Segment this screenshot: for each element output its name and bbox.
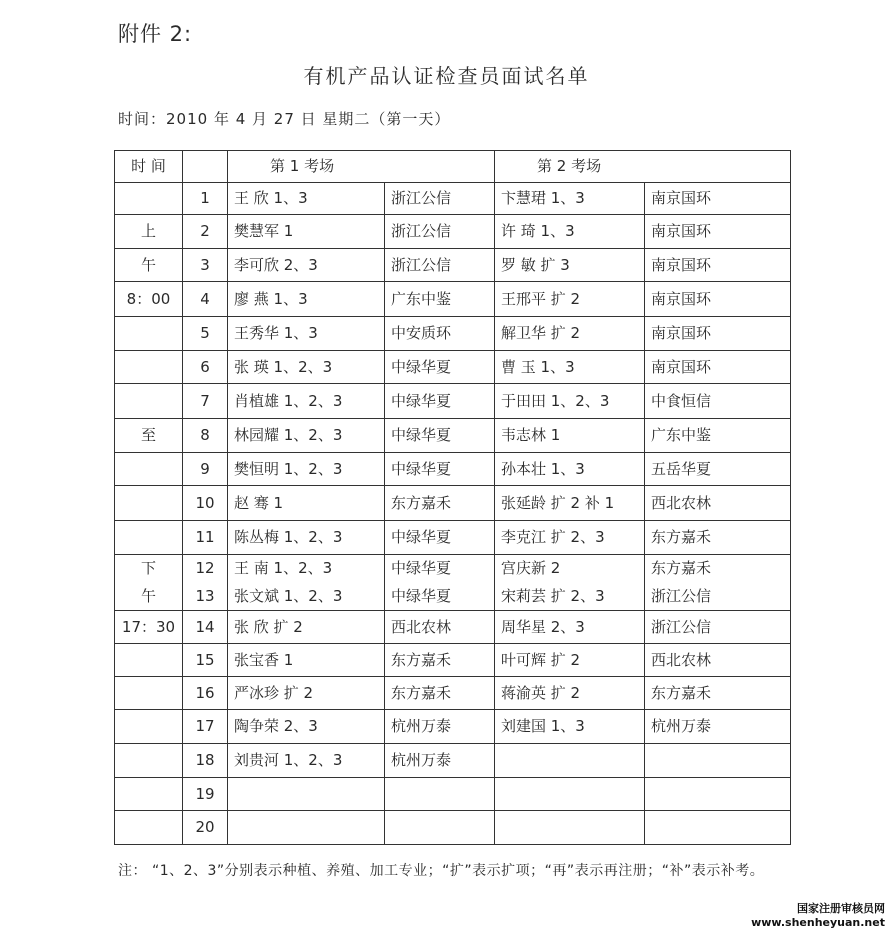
room1-candidate: 陶争荣 2、3: [228, 710, 385, 744]
table-row: [115, 611, 791, 644]
schedule-time-line: 时间：2010 年 4 月 27 日 星期二（第一天）: [118, 110, 451, 128]
room1-org: 浙江公信: [385, 183, 495, 215]
room1-org: 中绿华夏: [385, 453, 495, 486]
time-cell: [115, 521, 183, 555]
room2-candidate: 张延龄 扩 2 补 1: [495, 486, 645, 521]
time-cell: 8：00: [115, 282, 183, 317]
time-cell: 17：30: [115, 611, 183, 644]
room1-candidate: 肖植雄 1、2、3: [228, 384, 385, 419]
site-watermark: [751, 902, 885, 930]
watermark-url: www.shenheyuan.net: [751, 916, 885, 929]
row-number: 3: [183, 249, 228, 282]
time-cell: [115, 384, 183, 419]
table-row: [115, 317, 791, 351]
room2-candidate: 卞慧珺 1、3: [495, 183, 645, 215]
room1-org: 广东中鉴: [385, 282, 495, 317]
row-number: 18: [183, 744, 228, 778]
row-number: 15: [183, 644, 228, 677]
room1-candidate: 廖 燕 1、3: [228, 282, 385, 317]
room1-candidate: 张文斌 1、2、3: [228, 583, 385, 611]
table-row: [115, 710, 791, 744]
room2-candidate: 王邢平 扩 2: [495, 282, 645, 317]
room1-org: 杭州万泰: [385, 710, 495, 744]
row-number: 8: [183, 419, 228, 453]
time-cell: 上: [115, 215, 183, 249]
room1-org: 杭州万泰: [385, 744, 495, 778]
time-cell: [115, 778, 183, 811]
room1-candidate: 李可欣 2、3: [228, 249, 385, 282]
room1-candidate: [228, 778, 385, 811]
room2-candidate: 孙本壮 1、3: [495, 453, 645, 486]
room2-org: 南京国环: [645, 183, 791, 215]
room1-org: 中绿华夏: [385, 419, 495, 453]
table-row: [115, 249, 791, 282]
room1-candidate: 樊恒明 1、2、3: [228, 453, 385, 486]
room1-candidate: 王 南 1、2、3: [228, 555, 385, 583]
table-row: [115, 282, 791, 317]
room1-org: 东方嘉禾: [385, 644, 495, 677]
table-row: [115, 744, 791, 778]
row-number: 13: [183, 583, 228, 611]
room1-org: 东方嘉禾: [385, 486, 495, 521]
room1-candidate: 张 瑛 1、2、3: [228, 351, 385, 384]
room2-candidate: 叶可辉 扩 2: [495, 644, 645, 677]
table-row: [115, 419, 791, 453]
row-number: 9: [183, 453, 228, 486]
footnote: 注： “1、2、3”分别表示种植、养殖、加工专业；“扩”表示扩项；“再”表示再注册；“补”表示补考。: [118, 863, 765, 879]
table-row: [115, 453, 791, 486]
room1-candidate: 樊慧军 1: [228, 215, 385, 249]
room2-org: 南京国环: [645, 249, 791, 282]
room1-candidate: 刘贵河 1、2、3: [228, 744, 385, 778]
table-row: [115, 215, 791, 249]
table-row: [115, 486, 791, 521]
header-room-1: 第 1 考场: [228, 151, 495, 183]
table-row: [115, 521, 791, 555]
room2-org: 南京国环: [645, 215, 791, 249]
table-row: [115, 778, 791, 811]
room2-org: 东方嘉禾: [645, 677, 791, 710]
room2-org: 杭州万泰: [645, 710, 791, 744]
room1-org: 东方嘉禾: [385, 677, 495, 710]
row-number: 5: [183, 317, 228, 351]
room2-candidate: [495, 778, 645, 811]
time-cell: 下: [115, 555, 183, 583]
time-cell: [115, 453, 183, 486]
room1-org: 中安质环: [385, 317, 495, 351]
room1-candidate: 张宝香 1: [228, 644, 385, 677]
room2-candidate: 罗 敏 扩 3: [495, 249, 645, 282]
room2-org: 中食恒信: [645, 384, 791, 419]
room2-org: 南京国环: [645, 351, 791, 384]
room1-org: 中绿华夏: [385, 521, 495, 555]
interview-table: [114, 150, 791, 845]
time-cell: 午: [115, 249, 183, 282]
room1-org: 浙江公信: [385, 215, 495, 249]
row-number: 17: [183, 710, 228, 744]
time-cell: [115, 710, 183, 744]
room2-candidate: 刘建国 1、3: [495, 710, 645, 744]
room2-org: 东方嘉禾: [645, 555, 791, 583]
room1-org: [385, 811, 495, 845]
room2-org: 南京国环: [645, 282, 791, 317]
room1-org: 中绿华夏: [385, 555, 495, 583]
room2-candidate: 许 琦 1、3: [495, 215, 645, 249]
room1-org: 西北农林: [385, 611, 495, 644]
room1-candidate: 王秀华 1、3: [228, 317, 385, 351]
table-header-row: [115, 151, 791, 183]
room2-candidate: 李克江 扩 2、3: [495, 521, 645, 555]
room1-candidate: 张 欣 扩 2: [228, 611, 385, 644]
room2-org: 浙江公信: [645, 583, 791, 611]
table-row: [115, 677, 791, 710]
room2-org: 西北农林: [645, 486, 791, 521]
table-row: [115, 351, 791, 384]
row-number: 7: [183, 384, 228, 419]
time-cell: [115, 677, 183, 710]
room2-org: [645, 744, 791, 778]
header-room-2: 第 2 考场: [495, 151, 791, 183]
room2-candidate: 曹 玉 1、3: [495, 351, 645, 384]
table-row: [115, 583, 791, 611]
watermark-site-name: 国家注册审核员网: [797, 902, 885, 915]
room2-org: [645, 778, 791, 811]
room2-candidate: [495, 811, 645, 845]
row-number: 14: [183, 611, 228, 644]
room2-org: 浙江公信: [645, 611, 791, 644]
row-number: 2: [183, 215, 228, 249]
room2-org: 广东中鉴: [645, 419, 791, 453]
room2-candidate: 于田田 1、2、3: [495, 384, 645, 419]
header-number: [183, 151, 228, 183]
row-number: 12: [183, 555, 228, 583]
room2-candidate: [495, 744, 645, 778]
header-time: 时 间: [115, 151, 183, 183]
room1-candidate: 王 欣 1、3: [228, 183, 385, 215]
time-cell: [115, 811, 183, 845]
row-number: 4: [183, 282, 228, 317]
room2-candidate: 蒋渝英 扩 2: [495, 677, 645, 710]
room1-candidate: 陈丛梅 1、2、3: [228, 521, 385, 555]
row-number: 1: [183, 183, 228, 215]
room1-org: 中绿华夏: [385, 583, 495, 611]
document-title: 有机产品认证检查员面试名单: [303, 64, 590, 88]
room2-org: 南京国环: [645, 317, 791, 351]
room2-org: [645, 811, 791, 845]
time-cell: [115, 644, 183, 677]
room2-org: 东方嘉禾: [645, 521, 791, 555]
room1-candidate: 赵 骞 1: [228, 486, 385, 521]
time-cell: 午: [115, 583, 183, 611]
time-cell: [115, 744, 183, 778]
table-row: [115, 555, 791, 583]
table-row: [115, 644, 791, 677]
room2-org: 西北农林: [645, 644, 791, 677]
room2-candidate: 宋莉芸 扩 2、3: [495, 583, 645, 611]
row-number: 11: [183, 521, 228, 555]
table-row: [115, 811, 791, 845]
room1-org: [385, 778, 495, 811]
table-row: [115, 384, 791, 419]
time-cell: [115, 317, 183, 351]
room1-org: 中绿华夏: [385, 384, 495, 419]
row-number: 20: [183, 811, 228, 845]
room2-candidate: 宫庆新 2: [495, 555, 645, 583]
room1-org: 浙江公信: [385, 249, 495, 282]
room2-candidate: 解卫华 扩 2: [495, 317, 645, 351]
room1-candidate: 林园耀 1、2、3: [228, 419, 385, 453]
time-cell: [115, 183, 183, 215]
room1-candidate: [228, 811, 385, 845]
room1-candidate: 严冰珍 扩 2: [228, 677, 385, 710]
row-number: 10: [183, 486, 228, 521]
row-number: 6: [183, 351, 228, 384]
room2-org: 五岳华夏: [645, 453, 791, 486]
table-row: [115, 183, 791, 215]
attachment-label: 附件 2:: [118, 22, 193, 46]
room2-candidate: 周华星 2、3: [495, 611, 645, 644]
table-body: [115, 151, 791, 845]
time-cell: 至: [115, 419, 183, 453]
row-number: 16: [183, 677, 228, 710]
room2-candidate: 韦志林 1: [495, 419, 645, 453]
time-cell: [115, 351, 183, 384]
row-number: 19: [183, 778, 228, 811]
time-cell: [115, 486, 183, 521]
room1-org: 中绿华夏: [385, 351, 495, 384]
